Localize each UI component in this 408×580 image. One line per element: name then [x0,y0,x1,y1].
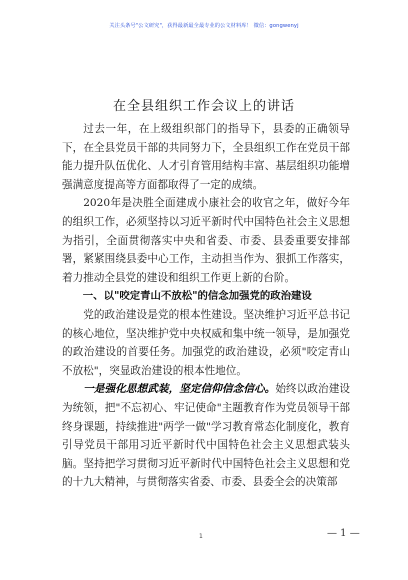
page-number: 1 [199,533,203,540]
page-title: 在全县组织工作会议上的讲话 [112,99,295,114]
bold-lead-text: 一是强化思想武装，坚定信仰信念信心。 [83,383,276,396]
section-heading-political-building: 一、以"咬定青山不放松"的信念加强党的政治建设 [82,290,312,303]
header-banner: 关注头条号"公文研究"，获得最新最全最专业的公文材料库！ 微信：gongwenyj [109,23,299,29]
paragraph-political-building: 党的政治建设是党的根本性建设。坚决维护习近平总书记的核心地位，坚决维护党中央权威和集中统一领导，是加强党的政治建设的首要任务。加强党的政治建设，必须"咬定青山不放松"，突显政治建设的根本性地位。 [62,308,350,377]
paragraph-2020-tasks: 2020年是决胜全面建成小康社会的收官之年，做好今年的组织工作，必须坚持以习近平新时代中国特色社会主义思想为指引，全面贯彻落实中央和省委、市委、县委重要安排部署，紧紧围绕县委中心工作，主动担当作为、狠抓工作落实，着力推动全县党的建设和组织工作更上新的台阶。 [62,197,350,284]
paragraph-ideological-arming [62,380,350,492]
document-body [62,120,350,492]
page-marker: — 1 — [327,528,360,539]
paragraph-review: 过去一年，在上级组织部门的指导下，县委的正确领导下，在全县党员干部的共同努力下，全县组织工作在党员干部能力提升队伍优化、人才引育管用结构丰富、基层组织功能增强满意度提高等方面都取得了一定的成绩。 [62,123,350,191]
lead-paragraph-text: 始终以政治建设为统领，把"不忘初心、牢记使命"主题教育作为党员领导干部终身课题，持续推进"两学一做"学习教育常态化制度化，教育引导党员干部用习近平新时代中国特色社会主义思想武装头脑。坚持把学习贯彻习近平新时代中国特色社会主义思想和党的十九大精神，与贯彻落实省委、市委、县委全会的决策部 [62,383,351,489]
